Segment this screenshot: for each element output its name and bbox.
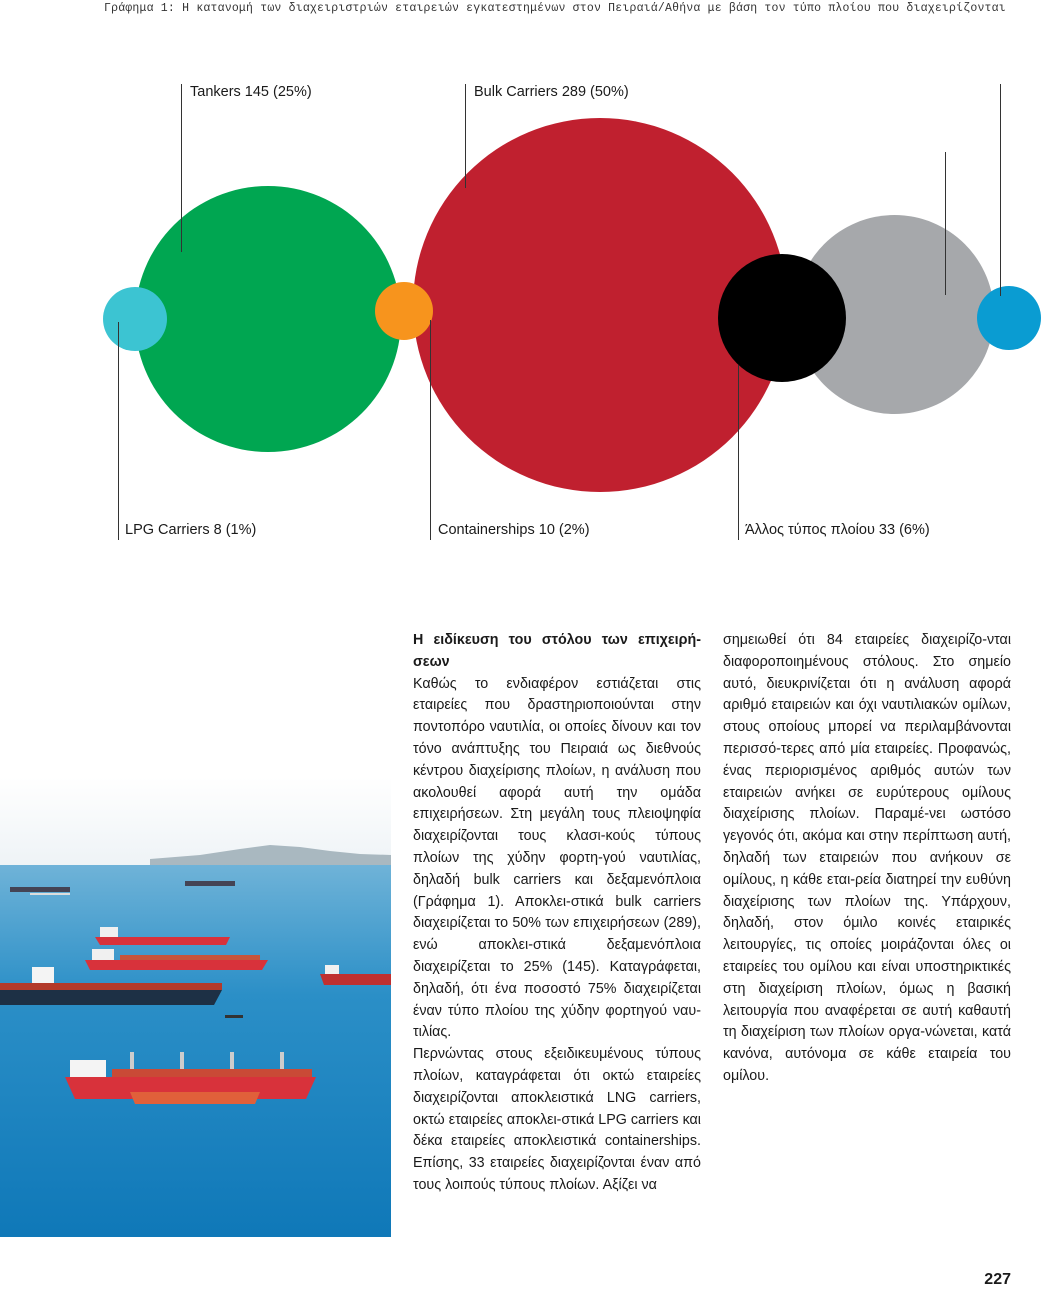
article-heading: Η ειδίκευση του στόλου των επιχειρή-σεων [413,632,701,670]
leader-line-lpg [118,322,119,540]
leader-line-lng [1000,84,1001,296]
label-other-type: Άλλος τύπος πλοίου 33 (6%) [745,522,930,538]
label-lpg-carriers: LPG Carriers 8 (1%) [125,522,257,538]
article-column-2 [723,630,1011,1088]
leader-line-diversified [945,152,946,295]
leader-line-bulk [465,84,466,188]
bubble-containerships [375,282,433,340]
article-paragraph-3: σημειωθεί ότι 84 εταιρείες διαχειρίζο-νται διαφοροποιημένους στόλους. Στο σημείο αυτό, διευκρινίζεται ότι η ανάλυση αφορά αριθμό εταιρειών και όχι ναυτιλιακών ομίλων, στους οποίους μπορεί να περιλαμβάνονται περισσό-τερες από μία εταιρείες. Προφανώς, ένας περιορισμένος αριθμός αυτών των εταιρειών ανήκει σε ευρύτερους ομίλους διαχείρισης πλοίων. Παραμέ-νει ωστόσο γεγονός ότι, ακόμα και στην περίπτωση αυτή, δηλαδή των εταιρειών που ανήκουν σε ομίλους, η κάθε εται-ρεία διατηρεί την ευθύνη διαχείρισης των πλοίων της. Υπάρχουν, δηλαδή, στον όμιλο κοινές εταιρικές λειτουργίες, τις οποίες μοιράζονται όλες οι εταιρείες του ομίλου και είναι υποστηρικτικές στη διαχείριση πλοίων, όμως η βασική λειτουργία που αναφέρεται σε αυτή καθαυτή τη διαχείριση των πλοίων οργα-νώνεται, κατά κανόνα, αυτόνομα σε κάθε εταιρεία του ομίλου. [723,632,1011,1084]
bubble-lpg-carriers [103,287,167,351]
leader-line-tankers [181,84,182,252]
figure-caption: Γράφημα 1: Η κατανομή των διαχειριστριών εταιρειών εγκατεστημένων στον Πειραιά/Αθήνα με βάση τον τύπο πλοίου που διαχειρίζονται [104,2,1006,15]
ships-photo [0,777,391,1237]
article-paragraph-1: Καθώς το ενδιαφέρον εστιάζεται στις εταιρείες που δραστηριοποιούνται στην ποντοπόρο ναυτιλία, οι οποίες δίνουν και τον τόνο ανάπτυξης του Πειραιά ως διεθνούς κέντρου διαχείρισης πλοίων, η ανάλυση που ακολουθεί αφορά αυτή την ομάδα επιχειρήσεων. Στη μεγάλη τους πλειοψηφία διαχειρίζονται τους κλασι-κούς τύπους πλοίων της χύδην φορτη-γού ναυτιλίας, δηλαδή bulk carriers και δεξαμενόπλοια (Γράφημα 1). Αποκλει-στικά bulk carriers διαχειρίζεται το 50% των επιχειρήσεων (289), ενώ αποκλει-στικά δεξαμενόπλοια διαχειρίζεται το 25% (145). Καταγράφεται, δηλαδή, ότι ένα ποσοστό 75% διαχειρίζεται έναν τύπο πλοίου της χύδην φορτηγού ναυ-τιλίας. [413,675,701,1041]
label-bulk-carriers: Bulk Carriers 289 (50%) [474,84,629,100]
leader-line-containerships [430,320,431,540]
leader-line-other [738,365,739,540]
label-tankers: Tankers 145 (25%) [190,84,312,100]
article-column-1 [413,630,701,1197]
bubble-lng-carriers [977,286,1041,350]
label-containerships: Containerships 10 (2%) [438,522,590,538]
article-paragraph-2: Περνώντας στους εξειδικευμένους τύπους πλοίων, καταγράφεται ότι οκτώ εταιρείες διαχειρίζονται αποκλειστικά LNG carriers, οκτώ εταιρείες αποκλει-στικά LPG carriers και δέκα εταιρείες αποκλειστικά containerships. Επίσης, 33 εταιρείες διαχειρίζονται έναν από τους λοιπούς τύπους πλοίων. Αξίζει να [413,1046,701,1193]
bubble-other-type [718,254,846,382]
bubble-tankers [135,186,401,452]
page-number: 227 [984,1271,1011,1288]
